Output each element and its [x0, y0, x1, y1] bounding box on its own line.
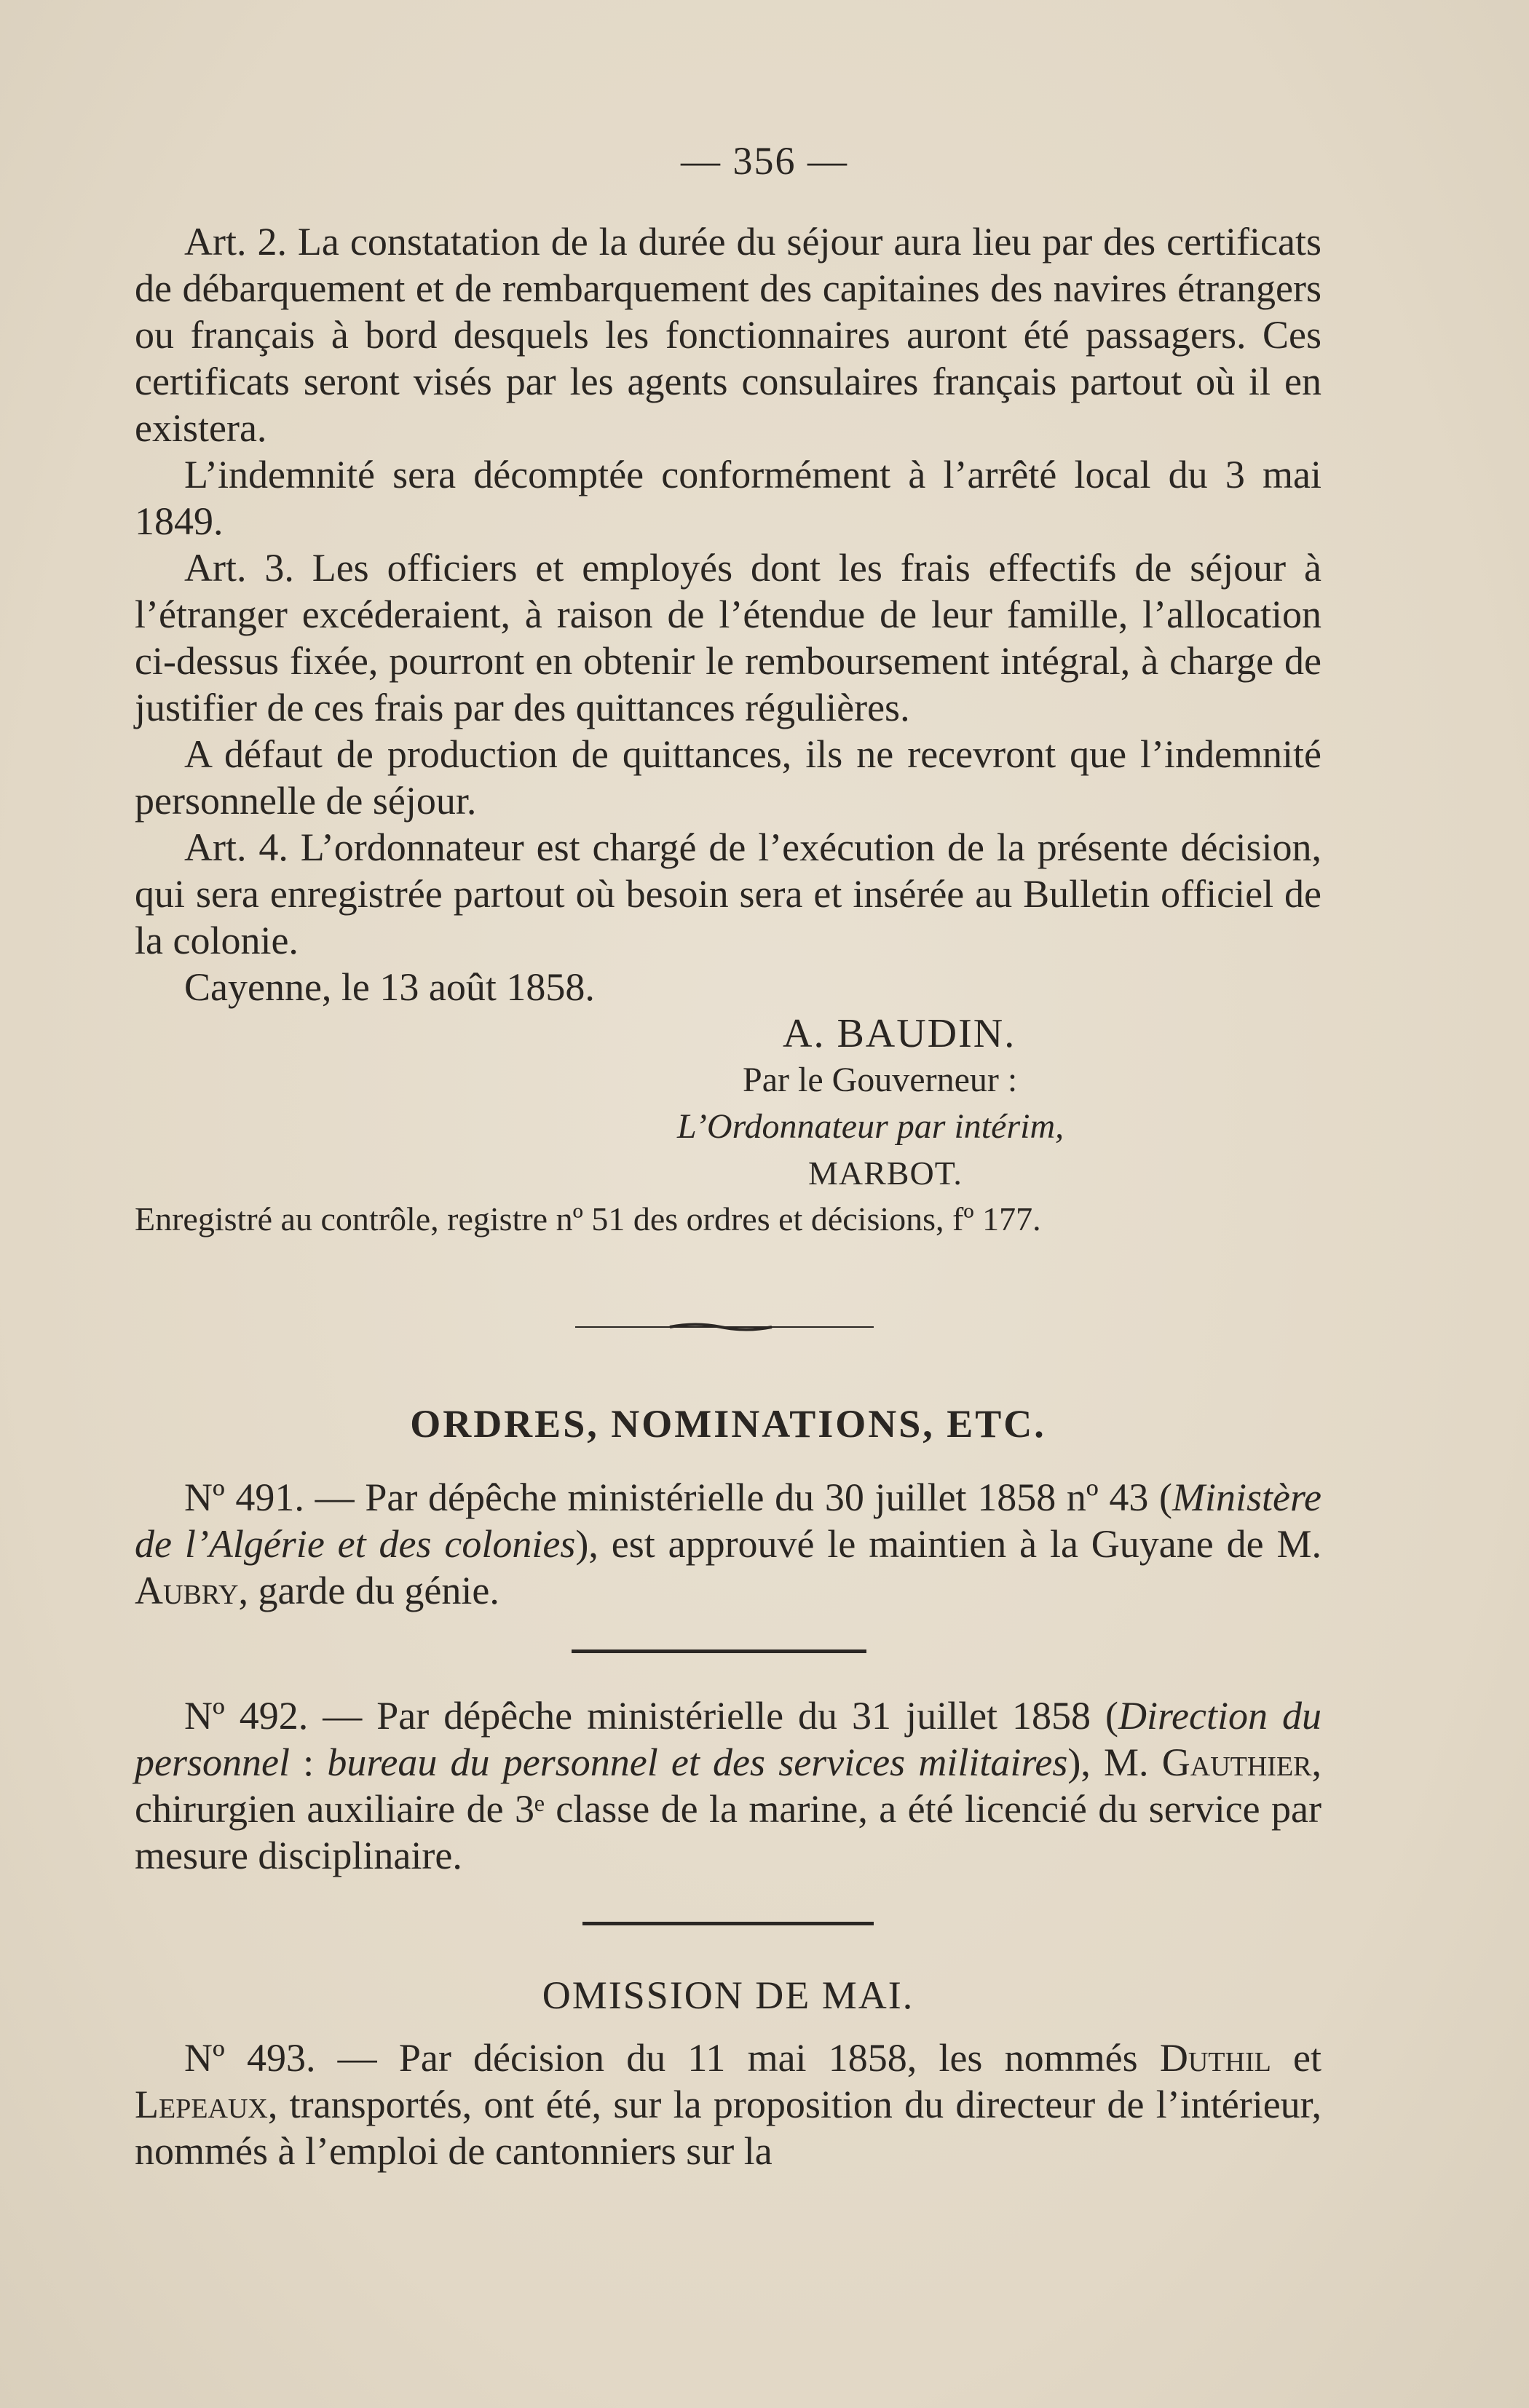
signature-baudin: A. BAUDIN. [783, 1011, 1016, 1056]
person-name: Gauthier [1161, 1740, 1312, 1784]
text-span: et [1271, 2036, 1321, 2080]
text-span: , transportés, ont été, sur la proposition du directeur de l’intérieur, nommés à l’emploi de cantonniers sur la [135, 2083, 1321, 2173]
date-line: Cayenne, le 13 août 1858. [184, 965, 595, 1009]
par-le-gouverneur: Par le Gouverneur : [743, 1061, 1018, 1099]
text-span: ), est approuvé le maintien à la Guyane de M. [575, 1522, 1321, 1566]
section-ordres [135, 1401, 1321, 1446]
text-span: , garde du génie. [238, 1569, 499, 1612]
entry-492-text [135, 1692, 1321, 1879]
decision-body [135, 218, 1321, 1242]
divider-rule [582, 1922, 874, 1925]
entry-493-text [135, 2035, 1321, 2174]
person-name: Aubry [135, 1569, 239, 1612]
ornamental-divider [575, 1322, 874, 1332]
text-span: : [289, 1740, 328, 1784]
page-number: — 356 — [681, 139, 848, 183]
divider-rule [572, 1649, 866, 1653]
text-span: Nº 492. — Par dépêche ministérielle du 31 juillet 1858 ( [184, 1694, 1119, 1738]
indemnite-paragraph: L’indemnité sera décomptée conformément à l’arrêté local du 3 mai 1849. [135, 453, 1321, 543]
person-name: Duthil [1159, 2036, 1271, 2080]
article-2: Art. 2. La constatation de la durée du séjour aura lieu par des certificats de débarquement et de rembarquement des capitaines des navires étrangers ou français à bord desquels les fonctionnaires auront été passagers. Ces certificats seront visés par les agents consulaires français partout où il en existera. [135, 220, 1321, 450]
section-title-omission: OMISSION DE MAI. [542, 1973, 914, 2017]
entry-491-text [135, 1474, 1321, 1614]
text-span: , chirurgien auxiliaire de 3ᵉ classe de la marine, a été licencié du service par mesure disciplinaire. [135, 1740, 1321, 1877]
ordonnateur-role: L’Ordonnateur par intérim, [677, 1107, 1064, 1146]
article-4: Art. 4. L’ordonnateur est chargé de l’exécution de la présente décision, qui sera enregistrée partout où besoin sera et insérée au Bulletin officiel de la colonie. [135, 825, 1321, 962]
italic-span: Ministère de l’Algérie et des colonies [135, 1476, 1321, 1566]
text-span: ), M. [1067, 1740, 1162, 1784]
article-3: Art. 3. Les officiers et employés dont les frais effectifs de séjour à l’étranger excéderaient, à raison de l’étendue de leur famille, l’allocation ci-dessus fixée, pourront en obtenir le remboursement intégral, à charge de justifier de ces frais par des quittances régulières. [135, 546, 1321, 729]
defaut-paragraph: A défaut de production de quittances, ils ne recevront que l’indemnité personnelle de séjour. [135, 732, 1321, 823]
italic-span: Direction du personnel [135, 1694, 1322, 1784]
text-span: Nº 493. — Par décision du 11 mai 1858, les nommés [184, 2036, 1160, 2080]
entry-492 [135, 1692, 1321, 1879]
section-title-ordres: ORDRES, NOMINATIONS, ETC. [410, 1402, 1046, 1446]
italic-span: bureau du personnel et des services militaires [327, 1740, 1068, 1784]
text-span: Nº 491. — Par dépêche ministérielle du 30 juillet 1858 nº 43 ( [184, 1476, 1173, 1519]
signature-marbot: MARBOT. [808, 1155, 963, 1192]
person-name: Lepeaux [135, 2083, 268, 2126]
section-omission [135, 1973, 1321, 2018]
registration-line: Enregistré au contrôle, registre nº 51 des ordres et décisions, fº 177. [135, 1200, 1041, 1237]
entry-491 [135, 1474, 1321, 1614]
entry-493 [135, 2035, 1321, 2174]
